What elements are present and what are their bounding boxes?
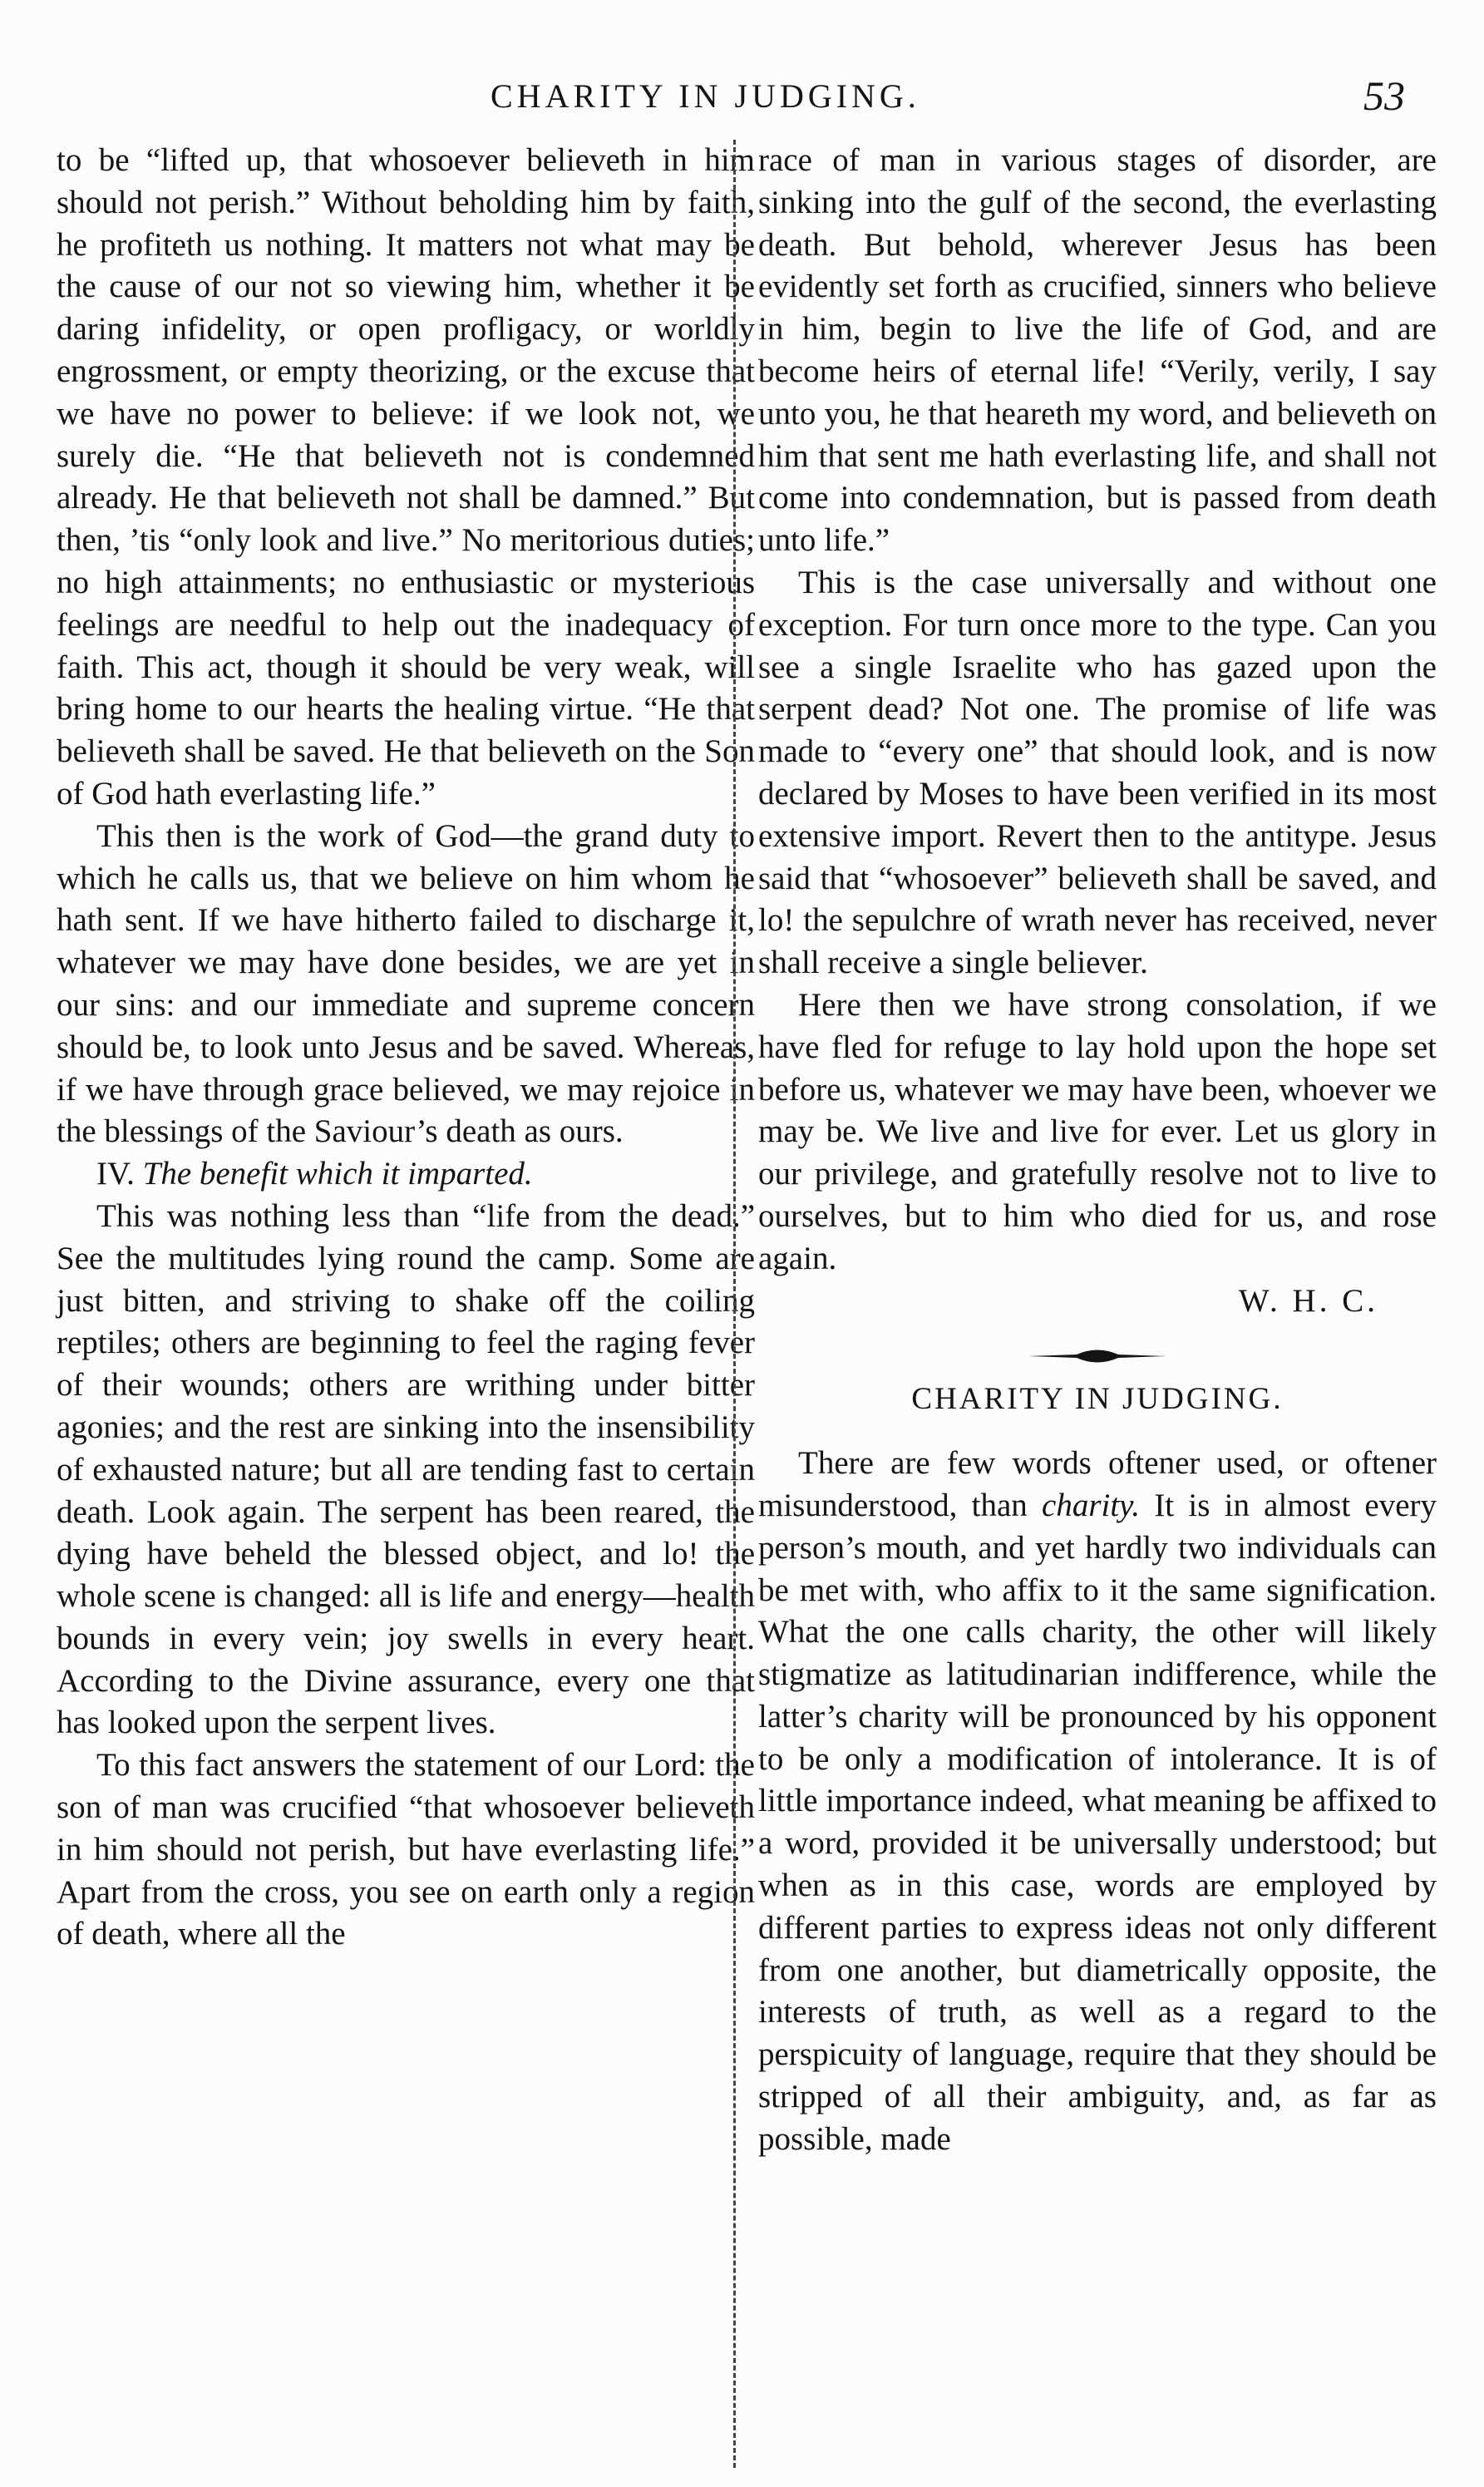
column-divider: [733, 140, 736, 2468]
paragraph: This then is the work of God—the grand duty to which he calls us, that we believe on him whom he hath sent. If we have hitherto failed to discharge it, whatever we may have done besides, we are yet in our sins: and our immediate and supreme concern should be, to look unto Jesus and be saved. Whereas, if we have through grace believed, we may rejoice in the blessings of the Saviour’s death as ours.: [57, 817, 755, 1150]
paragraph: [758, 1443, 1437, 2161]
section-title: The benefit which it imparted.: [142, 1156, 533, 1192]
section-number: IV.: [96, 1156, 135, 1192]
ornamental-rule-icon: [1027, 1344, 1168, 1369]
paragraph: This was nothing less than “life from the dead.” See the multitudes lying round the camp. Some are just bitten, and striving to shake off the coiling reptiles; others are beginning to feel the raging fever of their wounds; others are writhing under bitter agonies; and the rest are sinking into the insensibility of exhausted nature; but all are tending fast to certain death. Look again. The serpent has been reared, the dying have beheld the blessed object, and lo! the whole scene is changed: all is life and energy—health bounds in every vein; joy swells in every heart. According to the Divine assurance, every one that has looked upon the serpent lives.: [57, 1197, 755, 1741]
running-head: [0, 72, 1484, 126]
paragraph: Here then we have strong consolation, if we have fled for refuge to lay hold upon the hope set before us, whatever we may have been, whoever we may be. We live and live for ever. Let us glory in our privilege, and gratefully resolve not to live to ourselves, but to him who died for us, and rose again.: [758, 986, 1437, 1276]
page-number: 53: [1363, 72, 1405, 119]
text-run: There are few words oftener used, or oftener misunderstood, than: [758, 1445, 1437, 1523]
section-heading: [57, 1153, 755, 1196]
paragraph: This is the case universally and without one exception. For turn once more to the type. Can you see a single Israelite who has gazed upon the serpent dead? Not one. The promise of life was made to “every one” that should look, and is now declared by Moses to have been verified in its most extensive import. Revert then to the antitype. Jesus said that “whosoever” believeth shall be saved, and lo! the sepulchre of wrath never has received, never shall receive a single believer.: [758, 564, 1437, 981]
running-title: CHARITY IN JUDGING.: [491, 77, 920, 115]
article-title: CHARITY IN JUDGING.: [911, 1382, 1284, 1417]
paragraph: to be “lifted up, that whosoever believeth in him should not perish.” Without beholding him by faith, he profiteth us nothing. It matters not what may be the cause of our not so viewing him, whether it be daring infidelity, or open profligacy, or worldly engrossment, or empty theorizing, or the excuse that we have no power to believe: if we look not, we surely die. “He that believeth not is condemned already. He that believeth not shall be damned.” But then, ’tis “only look and live.” No meritorious duties; no high attainments; no enthusiastic or mysterious feelings are needful to help out the inadequacy of faith. This act, though it should be very weak, will bring home to our hearts the healing virtue. “He that believeth shall be saved. He that believeth on the Son of God hath everlasting life.”: [57, 142, 755, 812]
right-column: [758, 140, 1437, 2161]
paragraph: race of man in various stages of disorder, are sinking into the gulf of the second, the everlasting death. But behold, wherever Jesus has been evidently set forth as crucified, sinners who believe in him, begin to live the life of God, and are become heirs of eternal life! “Verily, verily, I say unto you, he that heareth my word, and believeth on him that sent me hath everlasting life, and shall not come into condemnation, but is passed from death unto life.”: [758, 142, 1437, 559]
paragraph: To this fact answers the statement of our Lord: the son of man was crucified “that whosoever believeth in him should not perish, but have everlasting life.” Apart from the cross, you see on earth only a region of death, where all the: [57, 1747, 755, 1952]
text-run: It is in almost every person’s mouth, and yet hardly two individuals can be met with, who affix to it the same signification. What the one calls charity, the other will likely stigmatize as latitudinarian indifference, while the latter’s charity will be pronounced by his opponent to be only a modification of intolerance. It is of little importance indeed, what meaning be affixed to a word, provided it be universally understood; but when as in this case, words are employed by different parties to express ideas not only different from one another, but diametrically opposite, the interests of truth, as well as a regard to the perspicuity of language, require that they should be stripped of all their ambiguity, and, as far as possible, made: [758, 1487, 1437, 2157]
author-signature: W. H. C.: [1238, 1282, 1378, 1319]
emphasized-word: charity.: [1042, 1487, 1141, 1523]
left-column: [57, 140, 755, 1956]
